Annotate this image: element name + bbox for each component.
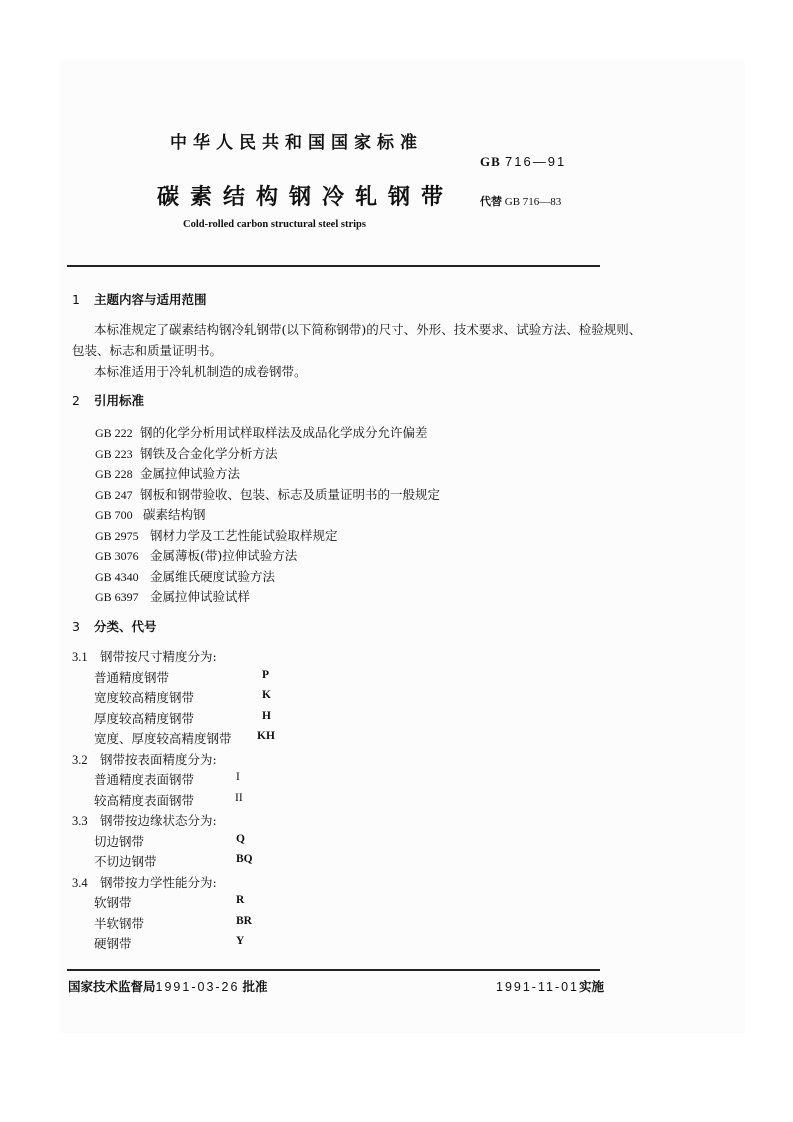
subsection-number: 3.2	[72, 753, 88, 767]
section-1-paragraph-1-line-2: 包装、标志和质量证明书。	[72, 343, 223, 358]
approval-label: 批准	[242, 979, 268, 994]
classification-name: 软钢带	[94, 895, 132, 910]
reference-code: GB 4340	[95, 570, 139, 584]
subsection-3-1-heading	[72, 647, 217, 665]
effective-label: 实施	[579, 979, 605, 994]
subsection-title: 钢带按表面精度分为:	[100, 752, 217, 767]
classification-code: H	[262, 710, 271, 722]
classification-name: 宽度较高精度钢带	[94, 690, 195, 705]
reference-title: 金属维氏硬度试验方法	[150, 569, 276, 584]
approval-line	[68, 977, 267, 995]
classification-name: 宽度、厚度较高精度钢带	[94, 731, 232, 746]
classification-code: R	[236, 894, 245, 906]
subsection-number: 3.4	[72, 876, 88, 890]
approval-date: 1991-03-26	[155, 980, 240, 994]
subsection-3-2-heading	[72, 750, 217, 768]
subsection-title: 钢带按尺寸精度分为:	[100, 649, 217, 664]
approving-authority: 国家技术监督局	[68, 979, 156, 994]
replaces-code: GB 716—83	[504, 196, 562, 208]
classification-code: I	[236, 771, 240, 783]
reference-item	[95, 566, 275, 585]
reference-code: GB 222	[95, 426, 133, 440]
replaces-label: 代替	[480, 195, 502, 208]
classification-name: 厚度较高精度钢带	[94, 711, 195, 726]
reference-title: 金属薄板(带)拉伸试验方法	[150, 548, 298, 563]
classification-code: K	[262, 689, 271, 701]
subsection-3-4-heading	[72, 873, 217, 891]
document-title: 碳素结构钢冷轧钢带	[157, 185, 455, 210]
reference-item	[95, 525, 338, 544]
effective-line	[496, 977, 604, 995]
section-number: 2	[72, 393, 80, 408]
section-title: 引用标准	[94, 393, 145, 408]
classification-code: Y	[236, 935, 245, 947]
classification-name: 切边钢带	[94, 834, 145, 849]
reference-item	[95, 484, 440, 503]
subsection-title: 钢带按边缘状态分为:	[100, 813, 217, 828]
effective-date: 1991-11-01	[496, 980, 580, 994]
section-1-paragraph-1-line-1: 本标准规定了碳素结构钢冷轧钢带(以下简称钢带)的尺寸、外形、技术要求、试验方法、检验规则、	[94, 322, 642, 337]
subsection-number: 3.1	[72, 650, 88, 664]
reference-title: 碳素结构钢	[143, 507, 206, 522]
reference-title: 钢的化学分析用试样取样法及成品化学成分允许偏差	[140, 425, 428, 440]
classification-name: 普通精度钢带	[94, 670, 170, 685]
reference-code: GB 223	[95, 447, 133, 461]
section-2-heading	[72, 391, 144, 409]
header-divider	[67, 265, 600, 267]
reference-item	[95, 586, 250, 605]
standard-code-prefix: GB	[480, 154, 501, 169]
classification-code: Q	[236, 833, 245, 845]
classification-name: 普通精度表面钢带	[94, 772, 195, 787]
standard-code	[480, 154, 566, 170]
classification-code: II	[235, 792, 243, 804]
reference-item	[95, 463, 240, 482]
reference-item	[95, 504, 206, 523]
classification-code: P	[262, 669, 270, 681]
reference-code: GB 2975	[95, 529, 139, 543]
reference-title: 钢板和钢带验收、包装、标志及质量证明书的一般规定	[140, 487, 441, 502]
classification-name: 较高精度表面钢带	[94, 793, 195, 808]
classification-name: 半软钢带	[94, 916, 145, 931]
standard-code-number: 716—91	[505, 154, 567, 169]
reference-code: GB 3076	[95, 549, 139, 563]
english-title: Cold-rolled carbon structural steel strips	[183, 219, 366, 230]
reference-item	[95, 443, 278, 462]
section-number: 3	[72, 619, 80, 634]
reference-title: 金属拉伸试验方法	[140, 466, 241, 481]
section-number: 1	[72, 292, 80, 307]
reference-item	[95, 545, 297, 564]
section-title: 分类、代号	[94, 619, 157, 634]
footer-divider	[67, 969, 600, 971]
classification-name: 硬钢带	[94, 936, 132, 951]
section-title: 主题内容与适用范围	[94, 292, 207, 307]
reference-code: GB 247	[95, 488, 133, 502]
subsection-title: 钢带按力学性能分为:	[100, 875, 217, 890]
reference-code: GB 228	[95, 467, 133, 481]
reference-title: 钢铁及合金化学分析方法	[140, 446, 278, 461]
reference-title: 钢材力学及工艺性能试验取样规定	[150, 528, 338, 543]
subsection-3-3-heading	[72, 811, 217, 829]
classification-code: BR	[236, 915, 252, 927]
reference-code: GB 700	[95, 508, 133, 522]
classification-code: KH	[257, 730, 275, 742]
classification-code: BQ	[236, 853, 253, 865]
classification-name: 不切边钢带	[94, 854, 157, 869]
section-1-paragraph-2: 本标准适用于冷轧机制造的成卷钢带。	[94, 364, 307, 379]
subsection-number: 3.3	[72, 814, 88, 828]
replaces-standard	[480, 193, 561, 209]
section-3-heading	[72, 617, 157, 635]
section-1-heading	[72, 290, 207, 308]
reference-code: GB 6397	[95, 590, 139, 604]
reference-title: 金属拉伸试验试样	[150, 589, 251, 604]
country-standard-label: 中华人民共和国国家标准	[170, 133, 423, 153]
reference-item	[95, 422, 428, 441]
